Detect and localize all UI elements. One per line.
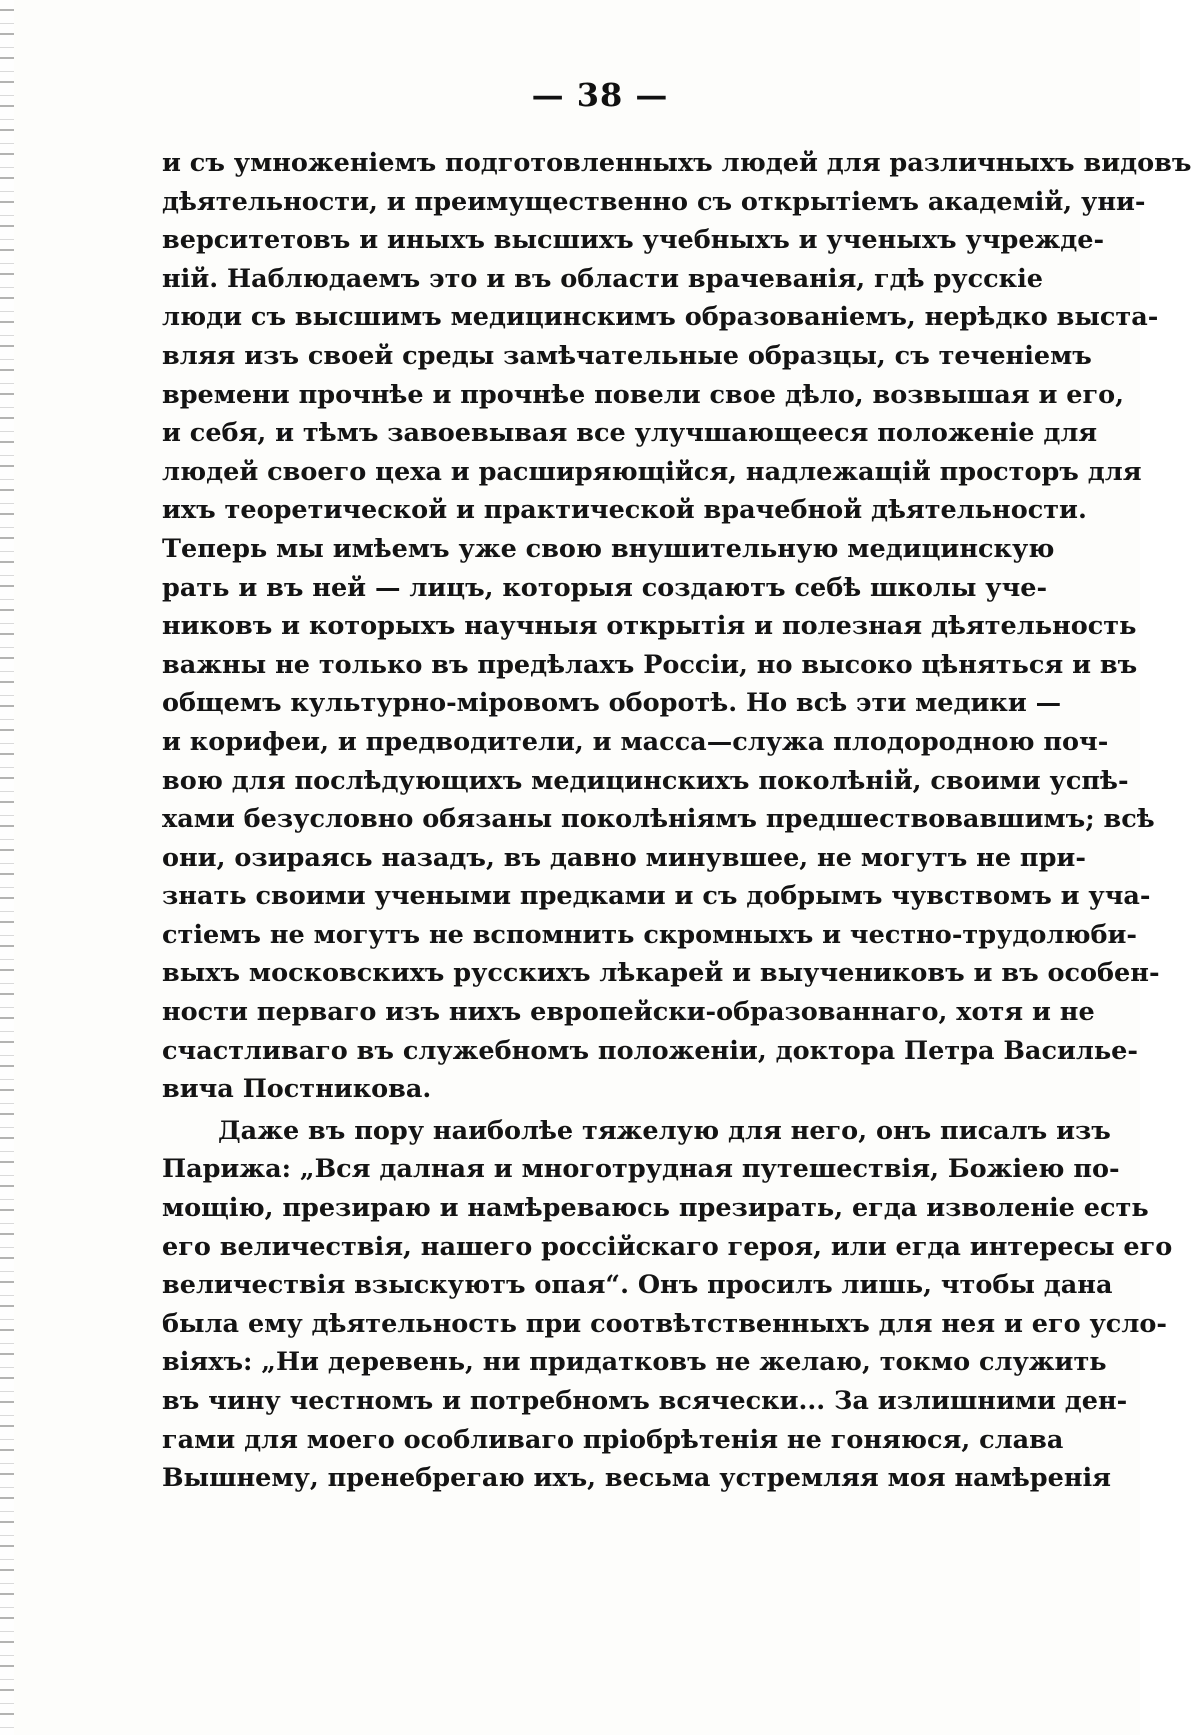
text-line: выхъ московскихъ русскихъ лѣкарей и выучениковъ и въ особен-	[162, 958, 1160, 989]
text-line: величествія взыскуютъ опая“. Онъ просилъ лишь, чтобы дана	[162, 1270, 1113, 1301]
text-line: важны не только въ предѣлахъ Россіи, но высоко цѣняться и въ	[162, 649, 1138, 680]
text-line: вича Постникова.	[162, 1074, 432, 1105]
text-line: вою для послѣдующихъ медицинскихъ поколѣній, своими успѣ-	[162, 765, 1129, 796]
page-binding-edge	[0, 0, 14, 1735]
text-line: Теперь мы имѣемъ уже свою внушительную медицинскую	[162, 533, 1055, 564]
text-line: хами безусловно обязаны поколѣніямъ предшествовавшимъ; всѣ	[162, 804, 1155, 835]
text-line: и себя, и тѣмъ завоевывая все улучшающееся положеніе для	[162, 418, 1098, 449]
text-line: и съ умноженіемъ подготовленныхъ людей для различныхъ видовъ	[162, 148, 1191, 178]
text-line: Вышнему, пренебрегаю ихъ, весьма устремляя моя намѣренія	[162, 1463, 1112, 1494]
text-line: въ чину честномъ и потребномъ всячески... За излишними ден-	[162, 1386, 1128, 1416]
text-line: Даже въ пору наиболѣе тяжелую для него, онъ писалъ изъ	[218, 1115, 1111, 1146]
body-text	[162, 144, 1191, 1498]
text-line: люди съ высшимъ медицинскимъ образованіемъ, нерѣдко выста-	[162, 302, 1159, 333]
text-line: ній. Наблюдаемъ это и въ области врачеванія, гдѣ русскіе	[162, 263, 1044, 294]
text-line: віяхъ: „Ни деревень, ни придатковъ не желаю, токмо служить	[162, 1347, 1107, 1378]
page-number: — 38 —	[531, 76, 669, 114]
text-line: стіемъ не могутъ не вспомнить скромныхъ и честно-трудолюби-	[162, 919, 1137, 950]
text-line: счастливаго въ служебномъ положеніи, доктора Петра Василье-	[162, 1035, 1138, 1066]
text-line: людей своего цеха и расширяющійся, надлежащій просторъ для	[162, 456, 1142, 487]
text-line: дѣятельности, и преимущественно съ открытіемъ академій, уни-	[162, 186, 1146, 217]
paragraph	[162, 144, 1191, 1109]
paragraph	[162, 1112, 1173, 1498]
text-line: рать и въ ней — лицъ, которыя создаютъ себѣ школы уче-	[162, 572, 1048, 603]
text-line: вляя изъ своей среды замѣчательные образцы, съ теченіемъ	[162, 340, 1092, 371]
text-line: ихъ теоретической и практической врачебной дѣятельности.	[162, 495, 1087, 526]
text-line: знать своими учеными предками и съ добрымъ чувствомъ и уча-	[162, 881, 1151, 912]
text-line: и корифеи, и предводители, и масса—служа плодородною поч-	[162, 726, 1109, 757]
text-line: мощію, презираю и намѣреваюсь презирать, егда изволеніе есть	[162, 1193, 1149, 1224]
text-line: никовъ и которыхъ научныя открытія и полезная дѣятельность	[162, 611, 1137, 642]
text-line: ности перваго изъ нихъ европейски-образованнаго, хотя и не	[162, 997, 1095, 1028]
text-line: они, озираясь назадъ, въ давно минувшее, не могутъ не при-	[162, 842, 1086, 873]
text-line: гами для моего особливаго пріобрѣтенія не гоняюся, слава	[162, 1424, 1064, 1455]
text-line: общемъ культурно-міровомъ оборотѣ. Но всѣ эти медики —	[162, 688, 1062, 719]
text-line: его величествія, нашего россійскаго героя, или егда интересы его	[162, 1231, 1173, 1262]
text-line: Парижа: „Вся далная и многотрудная путешествія, Божіею по-	[162, 1154, 1120, 1185]
text-line: верситетовъ и иныхъ высшихъ учебныхъ и ученыхъ учрежде-	[162, 225, 1105, 256]
text-line: была ему дѣятельность при соотвѣтственныхъ для нея и его усло-	[162, 1308, 1167, 1339]
text-line: времени прочнѣе и прочнѣе повели свое дѣло, возвышая и его,	[162, 379, 1124, 410]
